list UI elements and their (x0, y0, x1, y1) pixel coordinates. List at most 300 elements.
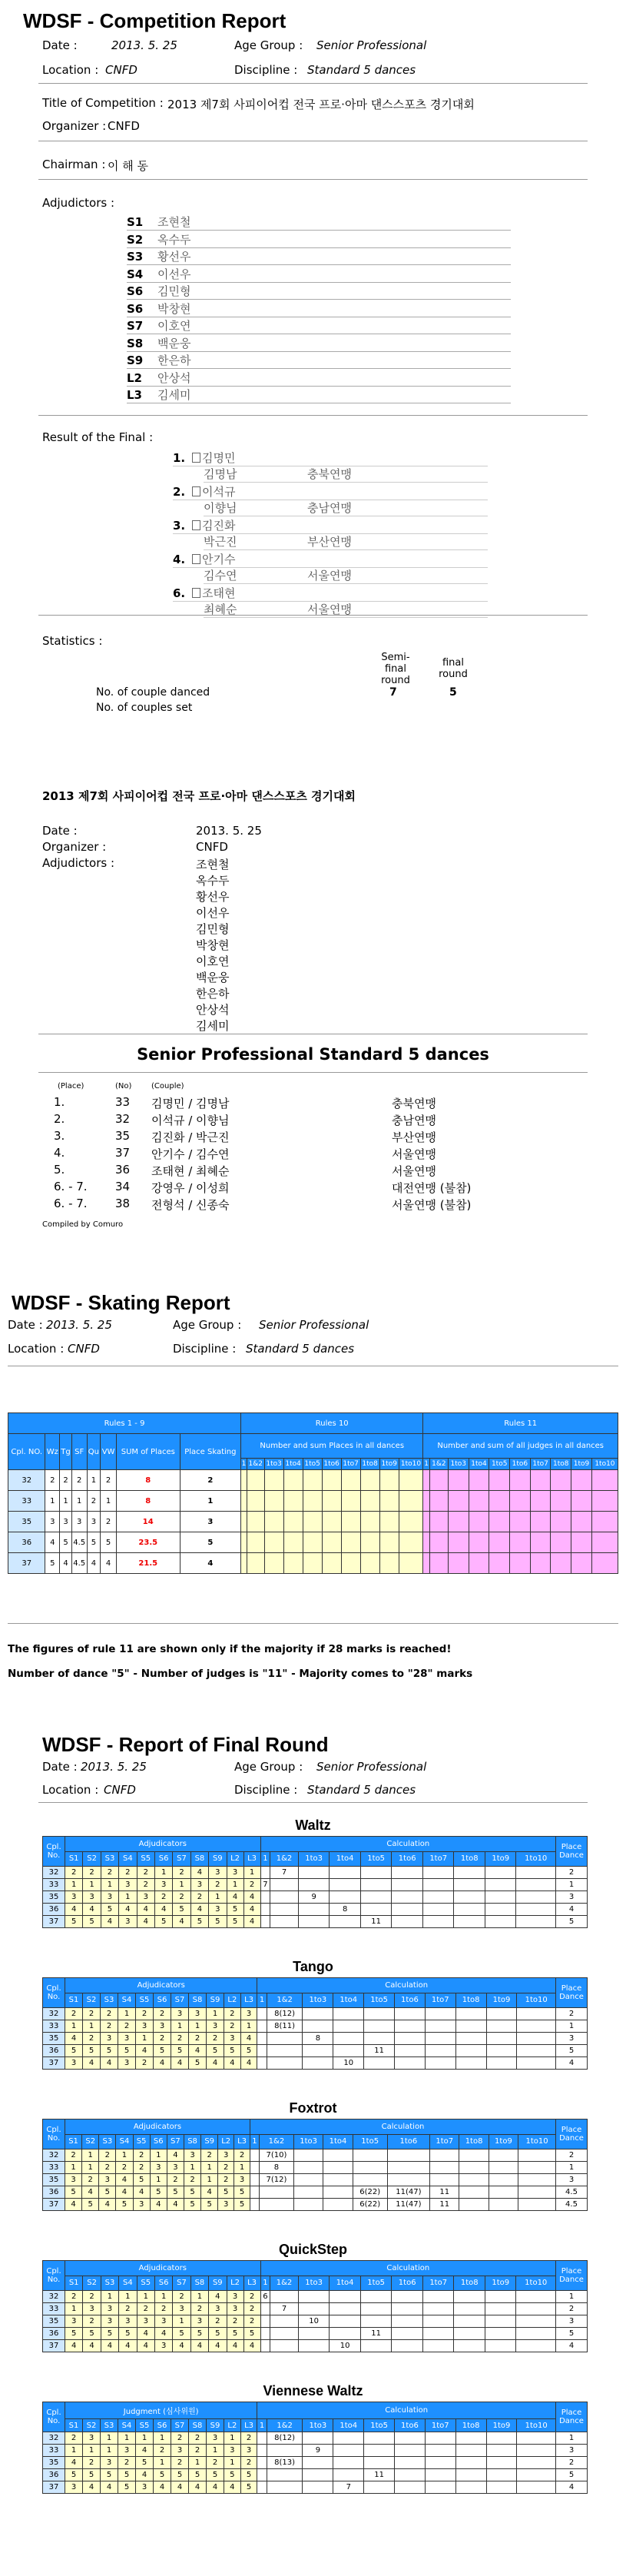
couple-no: 32 (43, 2291, 65, 2303)
calc-cell (430, 2174, 459, 2186)
calc-cell (455, 2445, 486, 2457)
rule11-cell (591, 1512, 618, 1532)
rule11-cell (448, 1553, 469, 1574)
skating-table (8, 1412, 618, 1574)
calc-cell: 10 (333, 2057, 364, 2070)
adjudicator-name: 안상석 (157, 370, 191, 385)
calc-cell (454, 2340, 485, 2352)
judge-mark: 2 (189, 2445, 207, 2457)
skating-dance-place: 2 (101, 1512, 117, 1532)
calc-cell (270, 1891, 299, 1904)
judge-col-header: S3 (101, 2419, 118, 2432)
calc-cell (518, 2186, 556, 2199)
rule10-cell (379, 1470, 399, 1491)
calc-col-header: 1to4 (330, 2276, 361, 2291)
couple-no: 33 (43, 2020, 65, 2033)
calc-cell (395, 2445, 426, 2457)
judge-mark: 2 (65, 1867, 83, 1879)
rule10-cell (303, 1532, 322, 1553)
rule10-cell (247, 1512, 264, 1532)
skating-sum: 14 (116, 1512, 180, 1532)
calc-cell (422, 2340, 454, 2352)
judge-mark: 1 (207, 2008, 224, 2020)
final-club: 서울연맹 (307, 603, 352, 616)
judge-mark: 3 (218, 2149, 234, 2162)
calc-cell (260, 1916, 270, 1928)
divider (8, 1623, 618, 1624)
rule11-cell (469, 1512, 489, 1532)
judge-mark: 5 (118, 2469, 136, 2481)
calc-col-header: 1to9 (379, 1459, 399, 1470)
calc-cell: 7 (333, 2481, 364, 2494)
final-round-title: WDSF - Report of Final Round (42, 1733, 329, 1756)
judge-col-header: S1 (65, 1851, 83, 1867)
judge-mark: 3 (190, 2315, 208, 2328)
calc-cell (489, 2162, 518, 2174)
judge-mark: 3 (190, 1879, 208, 1891)
rule10-cell (264, 1491, 283, 1512)
judge-mark: 4 (227, 2340, 243, 2352)
rule11-cell (489, 1553, 510, 1574)
calc-cell: 7 (260, 1879, 270, 1891)
judge-mark: 5 (65, 2186, 82, 2199)
calc-cell (353, 2174, 387, 2186)
rule11-cell (469, 1470, 489, 1491)
summary-judge: 한은하 (196, 987, 230, 1001)
judge-col-header: S4 (119, 1851, 137, 1867)
adjudicator-row (127, 335, 511, 352)
adjudicator-name: 한은하 (157, 354, 191, 367)
final-female: 박근진 (204, 535, 237, 549)
skating-dance-place: 4 (60, 1553, 72, 1574)
dance-place: 1 (556, 1879, 588, 1891)
couples-set-label: No. of couples set (96, 702, 193, 714)
rule10-cell (303, 1512, 322, 1532)
skating-col-header: Place Skating (180, 1434, 240, 1470)
rule10-cell (241, 1553, 247, 1574)
judge-mark: 5 (154, 2469, 171, 2481)
rule11-cell (571, 1470, 592, 1491)
calc-cell (270, 2291, 299, 2303)
final-round-label: final round (439, 657, 468, 680)
dance-name: Viennese Waltz (263, 2383, 363, 2398)
judge-mark: 5 (83, 2469, 101, 2481)
summary-club: 충남연맹 (392, 1114, 436, 1127)
calc-cell (489, 2199, 518, 2211)
final-row (173, 517, 488, 534)
skating-dance-place: 4 (45, 1532, 60, 1553)
location-value: CNFD (105, 63, 137, 77)
summary-couple: 안기수 / 김수연 (151, 1147, 230, 1161)
calc-cell (250, 2174, 260, 2186)
judge-mark: 4 (173, 2340, 190, 2352)
final-male: 안기수 (202, 553, 236, 566)
judge-col-header: S6 (150, 2134, 167, 2149)
judge-mark: 3 (99, 2174, 116, 2186)
calc-cell (333, 2445, 364, 2457)
rule10-cell (399, 1470, 423, 1491)
judge-mark: 3 (65, 2481, 83, 2494)
judge-mark: 3 (227, 2291, 243, 2303)
judge-mark: 1 (101, 2445, 118, 2457)
judge-mark: 3 (189, 2008, 207, 2020)
judge-mark: 5 (184, 2186, 200, 2199)
calc-cell (270, 1904, 299, 1916)
summary-club: 부산연맹 (392, 1130, 436, 1144)
judge-mark: 5 (82, 2199, 99, 2211)
calc-col-header: 1to7 (341, 1459, 360, 1470)
judge-mark: 4 (209, 2340, 227, 2352)
judge-mark: 1 (119, 2291, 137, 2303)
summary-no: 37 (115, 1146, 131, 1160)
judge-col-header: S9 (207, 2419, 224, 2432)
summary-judge: 이선우 (196, 906, 230, 920)
calc-cell (422, 2291, 454, 2303)
summary-couple: 강영우 / 이성희 (151, 1181, 230, 1195)
adjudicator-code: S6 (127, 284, 144, 298)
calc-cell (260, 1904, 270, 1916)
calc-cell (330, 1867, 361, 1879)
calc-cell (516, 2303, 556, 2315)
judge-col-header: S7 (173, 1851, 190, 1867)
calc-cell: 11 (360, 2328, 392, 2340)
adjudicator-code: S7 (127, 319, 144, 333)
rule11-cell (423, 1512, 429, 1532)
summary-place: 5. (54, 1163, 65, 1177)
skating-dance-place: 2 (60, 1470, 72, 1491)
judge-mark: 5 (136, 2457, 154, 2469)
adjudicator-code: S1 (127, 215, 144, 229)
summary-judge: 안상석 (196, 1003, 230, 1017)
rule10-cell (360, 1470, 379, 1491)
calc-cell (267, 2469, 303, 2481)
judge-mark: 1 (65, 2303, 83, 2315)
judge-mark: 2 (65, 2432, 83, 2445)
judge-mark: 2 (190, 2303, 208, 2315)
calc-cell (303, 2020, 333, 2033)
adjudicator-name: 백운웅 (157, 336, 191, 350)
judge-mark: 5 (173, 2328, 190, 2340)
final-row-partner (204, 533, 488, 550)
judge-mark: 5 (171, 2469, 189, 2481)
calc-cell (364, 2481, 395, 2494)
calc-cell (267, 2057, 303, 2070)
judge-mark: 3 (83, 2432, 101, 2445)
dance-place: 4.5 (556, 2186, 588, 2199)
final-place: 3. (173, 519, 186, 533)
fr-location-label: Location : (42, 1783, 99, 1797)
skating-dance-place: 3 (87, 1512, 101, 1532)
final-place: 2. (173, 485, 186, 499)
calc-cell: 7 (270, 1867, 299, 1879)
adjudicator-name: 김세미 (157, 388, 191, 402)
calc-cell (360, 2303, 392, 2315)
judge-mark: 2 (207, 2033, 224, 2045)
judge-mark: 5 (209, 2328, 227, 2340)
calc-cell (455, 2469, 486, 2481)
cpl-header: Cpl. No. (43, 1978, 65, 2008)
judge-mark: 2 (137, 1867, 154, 1879)
calc-cell (430, 2149, 459, 2162)
calc-col-header: 1to9 (486, 2419, 517, 2432)
calc-cell (293, 2149, 323, 2162)
judge-mark: 1 (65, 2162, 82, 2174)
judge-col-header: S2 (83, 2419, 101, 2432)
judge-mark: 3 (150, 2162, 167, 2174)
rule11-cell (489, 1491, 510, 1512)
col-couple: (Couple) (151, 1082, 184, 1090)
calc-cell (298, 1916, 330, 1928)
summary-judge: 옥수두 (196, 874, 230, 888)
calc-col-header: 1to8 (360, 1459, 379, 1470)
judge-mark: 2 (137, 1879, 154, 1891)
calc-cell: 11 (364, 2045, 395, 2057)
judge-col-header: S5 (137, 1851, 154, 1867)
judge-mark: 4 (65, 1904, 83, 1916)
calc-cell (459, 2162, 489, 2174)
calc-col-header: 1to4 (469, 1459, 489, 1470)
calc-col-header: 1to10 (517, 1993, 556, 2008)
judge-mark: 1 (119, 1891, 137, 1904)
rule10-cell (360, 1512, 379, 1532)
judge-mark: 1 (184, 2162, 200, 2174)
judge-mark: 3 (118, 2445, 136, 2457)
calc-col-header: 1&2 (270, 1851, 299, 1867)
calc-cell (395, 2020, 426, 2033)
skating-sum: 21.5 (116, 1553, 180, 1574)
calc-cell (257, 2033, 267, 2045)
judge-mark: 3 (154, 2020, 171, 2033)
date-value: 2013. 5. 25 (111, 38, 177, 52)
judge-col-header: S2 (83, 1993, 101, 2008)
calc-cell (486, 2045, 517, 2057)
judge-mark: 2 (83, 2033, 101, 2045)
adjudicator-row (127, 300, 511, 317)
calc-col-header: 1to7 (425, 1993, 455, 2008)
adjudicator-row (127, 283, 511, 300)
judge-mark: 4 (83, 2340, 101, 2352)
dance-place: 3 (556, 2315, 588, 2328)
judge-col-header: S7 (171, 2419, 189, 2432)
skating-discipline: Standard 5 dances (246, 1342, 355, 1356)
calc-cell (364, 2020, 395, 2033)
judge-mark: 4 (65, 2033, 83, 2045)
calc-cell (454, 2328, 485, 2340)
judge-mark: 4 (116, 2186, 133, 2199)
dance-place: 1 (556, 2432, 588, 2445)
judge-mark: 3 (83, 1891, 101, 1904)
summary-org-label: Organizer : (42, 840, 107, 854)
calc-col-header: 1&2 (429, 1459, 448, 1470)
judge-mark: 3 (136, 2481, 154, 2494)
calc-cell (259, 2186, 293, 2199)
skating-dance-place: 1 (60, 1491, 72, 1512)
rule11-cell (448, 1470, 469, 1491)
judge-col-header: L2 (224, 1993, 241, 2008)
judge-mark: 4 (207, 2057, 224, 2070)
rule10-cell (360, 1553, 379, 1574)
rules-10-header: Rules 10 (241, 1413, 423, 1434)
rule11-cell (429, 1553, 448, 1574)
divider (38, 179, 588, 180)
calc-cell (430, 2162, 459, 2174)
rule11-cell (571, 1553, 592, 1574)
calc-cell (303, 2432, 333, 2445)
adjudicator-row (127, 231, 511, 248)
rule10-cell (303, 1470, 322, 1491)
calc-cell: 11 (430, 2199, 459, 2211)
calc-cell: 6 (260, 2291, 270, 2303)
judge-mark: 5 (240, 2045, 257, 2057)
judge-mark: 4 (173, 1916, 190, 1928)
fr-age-label: Age Group : (234, 1760, 303, 1774)
judge-mark: 2 (227, 2315, 243, 2328)
calc-cell (250, 2199, 260, 2211)
judge-mark: 5 (190, 2328, 208, 2340)
judge-mark: 3 (118, 2057, 136, 2070)
judge-mark: 5 (207, 2469, 224, 2481)
calc-cell (422, 2328, 454, 2340)
skating-couple-no: 36 (8, 1532, 45, 1553)
judge-mark: 2 (119, 2303, 137, 2315)
rule11-cell (429, 1512, 448, 1532)
judge-col-header: L3 (243, 1851, 260, 1867)
skating-col-header: Qu (87, 1434, 101, 1470)
judge-mark: 5 (83, 2045, 101, 2057)
skating-place: 1 (180, 1491, 240, 1512)
judge-mark: 1 (224, 2457, 241, 2469)
dance-place: 4 (556, 1904, 588, 1916)
calc-cell: 11 (360, 1916, 392, 1928)
judge-mark: 1 (173, 2315, 190, 2328)
judge-mark: 2 (119, 1867, 137, 1879)
adjudicator-code: S6 (127, 301, 144, 316)
calc-cell (257, 2045, 267, 2057)
judge-mark: 2 (189, 2432, 207, 2445)
calc-cell (257, 2432, 267, 2445)
judge-mark: 3 (224, 2033, 241, 2045)
judge-mark: 2 (154, 2445, 171, 2457)
judge-mark: 1 (118, 2008, 136, 2020)
final-male: 김진화 (202, 519, 236, 533)
skating-age-label: Age Group : (173, 1318, 242, 1332)
judge-mark: 4 (150, 2199, 167, 2211)
calc-cell (360, 1891, 392, 1904)
calc-col-header: 1to6 (392, 1851, 423, 1867)
calc-col-header: 1to9 (485, 1851, 516, 1867)
judge-mark: 1 (82, 2149, 99, 2162)
calc-cell (364, 2057, 395, 2070)
judge-mark: 3 (173, 2303, 190, 2315)
calc-cell: 9 (303, 2445, 333, 2457)
chairman-value: 이 해 동 (108, 159, 149, 173)
skating-dance-place: 1 (71, 1491, 87, 1512)
judge-mark: 5 (171, 2045, 189, 2057)
couple-no: 33 (43, 2445, 65, 2457)
final-male: 조태현 (202, 586, 236, 600)
summary-place: 4. (54, 1146, 65, 1160)
judge-mark: 2 (118, 2457, 136, 2469)
calc-cell (270, 1916, 299, 1928)
judge-mark: 5 (65, 2469, 83, 2481)
judge-mark: 2 (171, 2457, 189, 2469)
calc-col-header: 1to3 (293, 2134, 323, 2149)
skating-col-header: Tg (60, 1434, 72, 1470)
calc-col-header: 1to6 (395, 2419, 426, 2432)
calc-cell (364, 2445, 395, 2457)
calc-cell (517, 2457, 556, 2469)
rule11-cell (551, 1491, 571, 1512)
couple-no: 35 (43, 1891, 65, 1904)
col-no: (No) (115, 1082, 132, 1090)
calculation-header: Calculation (257, 1978, 556, 1993)
calc-cell (257, 2057, 267, 2070)
judge-mark: 5 (133, 2174, 150, 2186)
judge-mark: 4 (243, 1891, 260, 1904)
judge-mark: 5 (201, 2199, 218, 2211)
judge-mark: 1 (150, 2174, 167, 2186)
calc-cell (360, 1904, 392, 1916)
fr-discipline-label: Discipline : (234, 1783, 298, 1797)
judge-mark: 1 (189, 2457, 207, 2469)
dance-name: Waltz (295, 1817, 331, 1833)
chairman-label: Chairman : (42, 158, 106, 171)
rule11-cell (551, 1470, 571, 1491)
calc-cell (260, 1867, 270, 1879)
judge-col-header: L2 (224, 2419, 241, 2432)
skating-place: 2 (180, 1470, 240, 1491)
judge-mark: 2 (133, 2149, 150, 2162)
rule11-cell (423, 1532, 429, 1553)
calc-col-header: 1&2 (267, 1993, 303, 2008)
skating-dance-place: 4.5 (71, 1553, 87, 1574)
calc-cell (392, 2340, 423, 2352)
rule11-cell (510, 1532, 531, 1553)
judge-mark: 4 (65, 2340, 83, 2352)
calc-cell (486, 2445, 517, 2457)
judge-mark: 1 (101, 2432, 118, 2445)
dance-name: QuickStep (278, 2242, 348, 2257)
couple-no: 33 (43, 2303, 65, 2315)
calc-cell (455, 2020, 486, 2033)
final-row-partner (204, 466, 488, 483)
final-club: 서울연맹 (307, 569, 352, 583)
judge-mark: 4 (116, 2174, 133, 2186)
calc-col-header: 1to5 (364, 2419, 395, 2432)
calc-col-header: 1to4 (333, 2419, 364, 2432)
judge-mark: 3 (207, 2432, 224, 2445)
summary-club: 서울연맹 (392, 1164, 436, 1178)
rule10-cell (241, 1532, 247, 1553)
fr-date-label: Date : (42, 1760, 78, 1774)
calc-cell (333, 2020, 364, 2033)
calc-cell: 7(12) (259, 2174, 293, 2186)
judge-mark: 5 (101, 1904, 118, 1916)
calc-cell (333, 2457, 364, 2469)
calc-cell (392, 2291, 423, 2303)
judge-col-header: S1 (65, 1993, 83, 2008)
calc-cell (270, 2315, 299, 2328)
calc-col-header: 1&2 (267, 2419, 303, 2432)
calc-cell (298, 1867, 330, 1879)
judge-mark: 5 (234, 2186, 250, 2199)
dance-place: 2 (556, 2457, 588, 2469)
judge-mark: 2 (171, 2432, 189, 2445)
couple-no: 36 (43, 2045, 65, 2057)
summary-place: 1. (54, 1095, 65, 1109)
rule11-cell (551, 1553, 571, 1574)
judge-mark: 4 (82, 2186, 99, 2199)
